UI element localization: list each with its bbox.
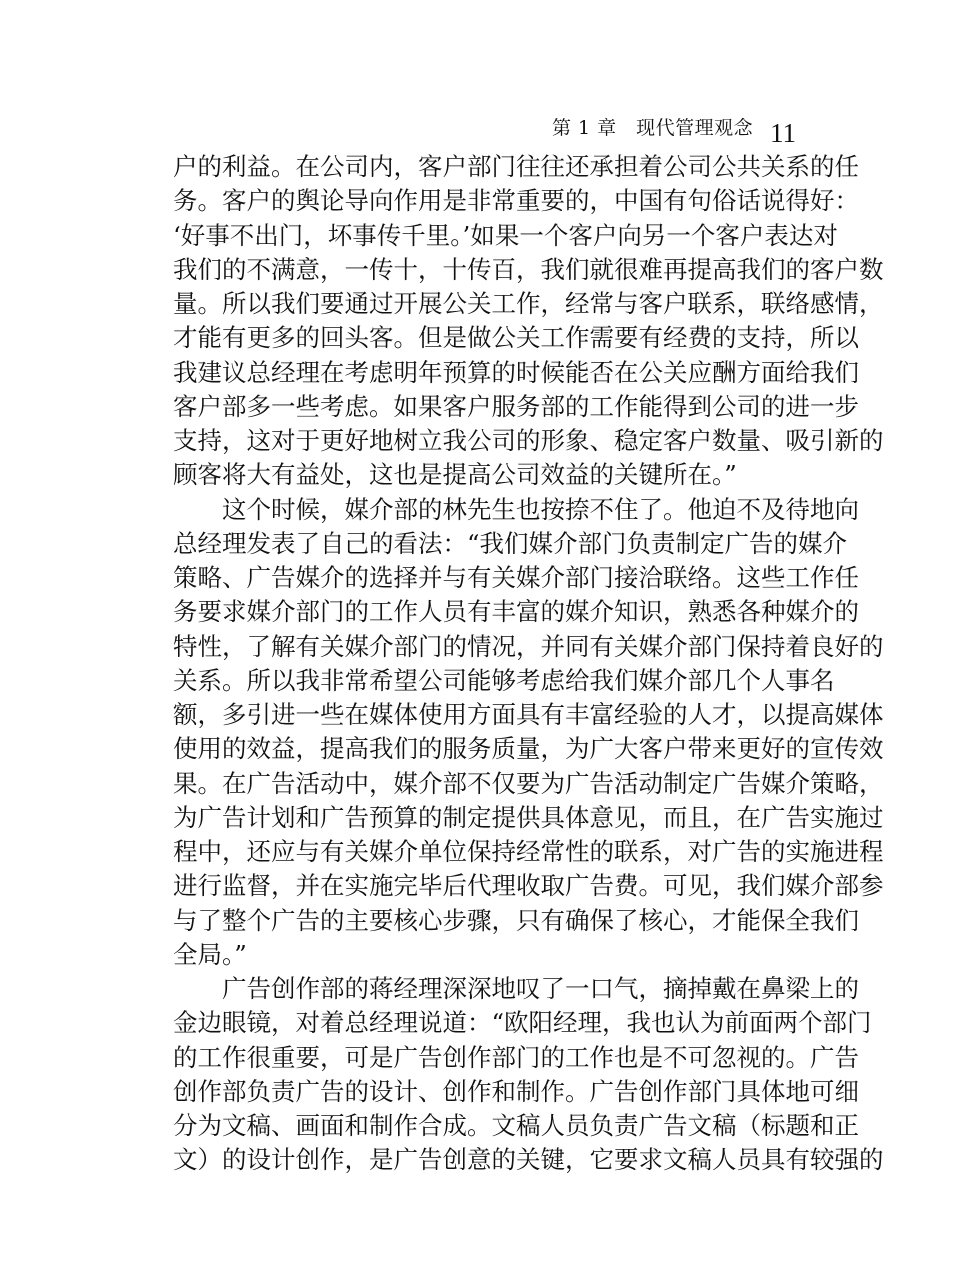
text-line: 额，多引进一些在媒体使用方面具有丰富经验的人才，以提高媒体 [173, 700, 884, 729]
text-line: 金边眼镜，对着总经理说道：“欧阳经理，我也认为前面两个部门 [173, 1008, 872, 1038]
text-line: 创作部负责广告的设计、创作和制作。广告创作部门具体地可细 [173, 1076, 859, 1106]
text-line: 全局。” [173, 939, 247, 969]
text-line: 务要求媒介部门的工作人员有丰富的媒介知识，熟悉各种媒介的 [173, 597, 859, 627]
text-line: 策略、广告媒介的选择并与有关媒介部门接洽联络。这些工作任 [173, 563, 859, 592]
text-line: 文）的设计创作，是广告创意的关键，它要求文稿人员具有较强的 [173, 1145, 884, 1175]
text-line: 量。所以我们要通过开展公关工作，经常与客户联系，联络感情， [173, 289, 884, 318]
text-line: 务。客户的舆论导向作用是非常重要的，中国有句俗话说得好： [173, 186, 859, 216]
chapter-header: 第 1 章 现代管理观念 [552, 117, 754, 139]
text-line: 关系。所以我非常希望公司能够考虑给我们媒介部几个人事名 [173, 665, 835, 695]
body-text [173, 150, 884, 1178]
page-number: 11 [770, 118, 796, 148]
text-line: 客户部多一些考虑。如果客户服务部的工作能得到公司的进一步 [173, 391, 859, 421]
text-line: 才能有更多的回头客。但是做公关工作需要有经费的支持，所以 [173, 323, 859, 353]
text-line: 进行监督，并在实施完毕后代理收取广告费。可见，我们媒介部参 [173, 871, 884, 901]
paragraph-start-line: 这个时候，媒介部的林先生也按捺不住了。他迫不及待地向 [222, 494, 859, 524]
text-line: 的工作很重要，可是广告创作部门的工作也是不可忽视的。广告 [173, 1042, 859, 1072]
text-line: 我们的不满意，一传十，十传百，我们就很难再提高我们的客户数 [173, 254, 884, 284]
text-line: 特性，了解有关媒介部门的情况，并同有关媒介部门保持着良好的 [173, 631, 884, 661]
text-line: 使用的效益，提高我们的服务质量，为广大客户带来更好的宣传效 [173, 734, 884, 764]
text-line: 为广告计划和广告预算的制定提供具体意见，而且，在广告实施过 [173, 802, 884, 832]
text-line: 我建议总经理在考虑明年预算的时候能否在公关应酬方面给我们 [173, 357, 859, 387]
text-line: 分为文稿、画面和制作合成。文稿人员负责广告文稿（标题和正 [173, 1111, 859, 1140]
paragraph-start-line: 广告创作部的蒋经理深深地叹了一口气，摘掉戴在鼻梁上的 [222, 974, 859, 1003]
text-line: ‘好事不出门，坏事传千里。’如果一个客户向另一个客户表达对 [173, 220, 838, 250]
text-line: 支持，这对于更好地树立我公司的形象、稳定客户数量、吸引新的 [173, 426, 884, 455]
text-line: 果。在广告活动中，媒介部不仅要为广告活动制定广告媒介策略， [173, 768, 884, 798]
text-line: 顾客将大有益处，这也是提高公司效益的关键所在。” [173, 460, 737, 490]
text-line: 户的利益。在公司内，客户部门往往还承担着公司公共关系的任 [173, 152, 859, 181]
text-line: 总经理发表了自己的看法：“我们媒介部门负责制定广告的媒介 [173, 528, 848, 558]
text-line: 程中，还应与有关媒介单位保持经常性的联系，对广告的实施进程 [173, 837, 884, 866]
text-line: 与了整个广告的主要核心步骤，只有确保了核心，才能保全我们 [173, 905, 859, 935]
